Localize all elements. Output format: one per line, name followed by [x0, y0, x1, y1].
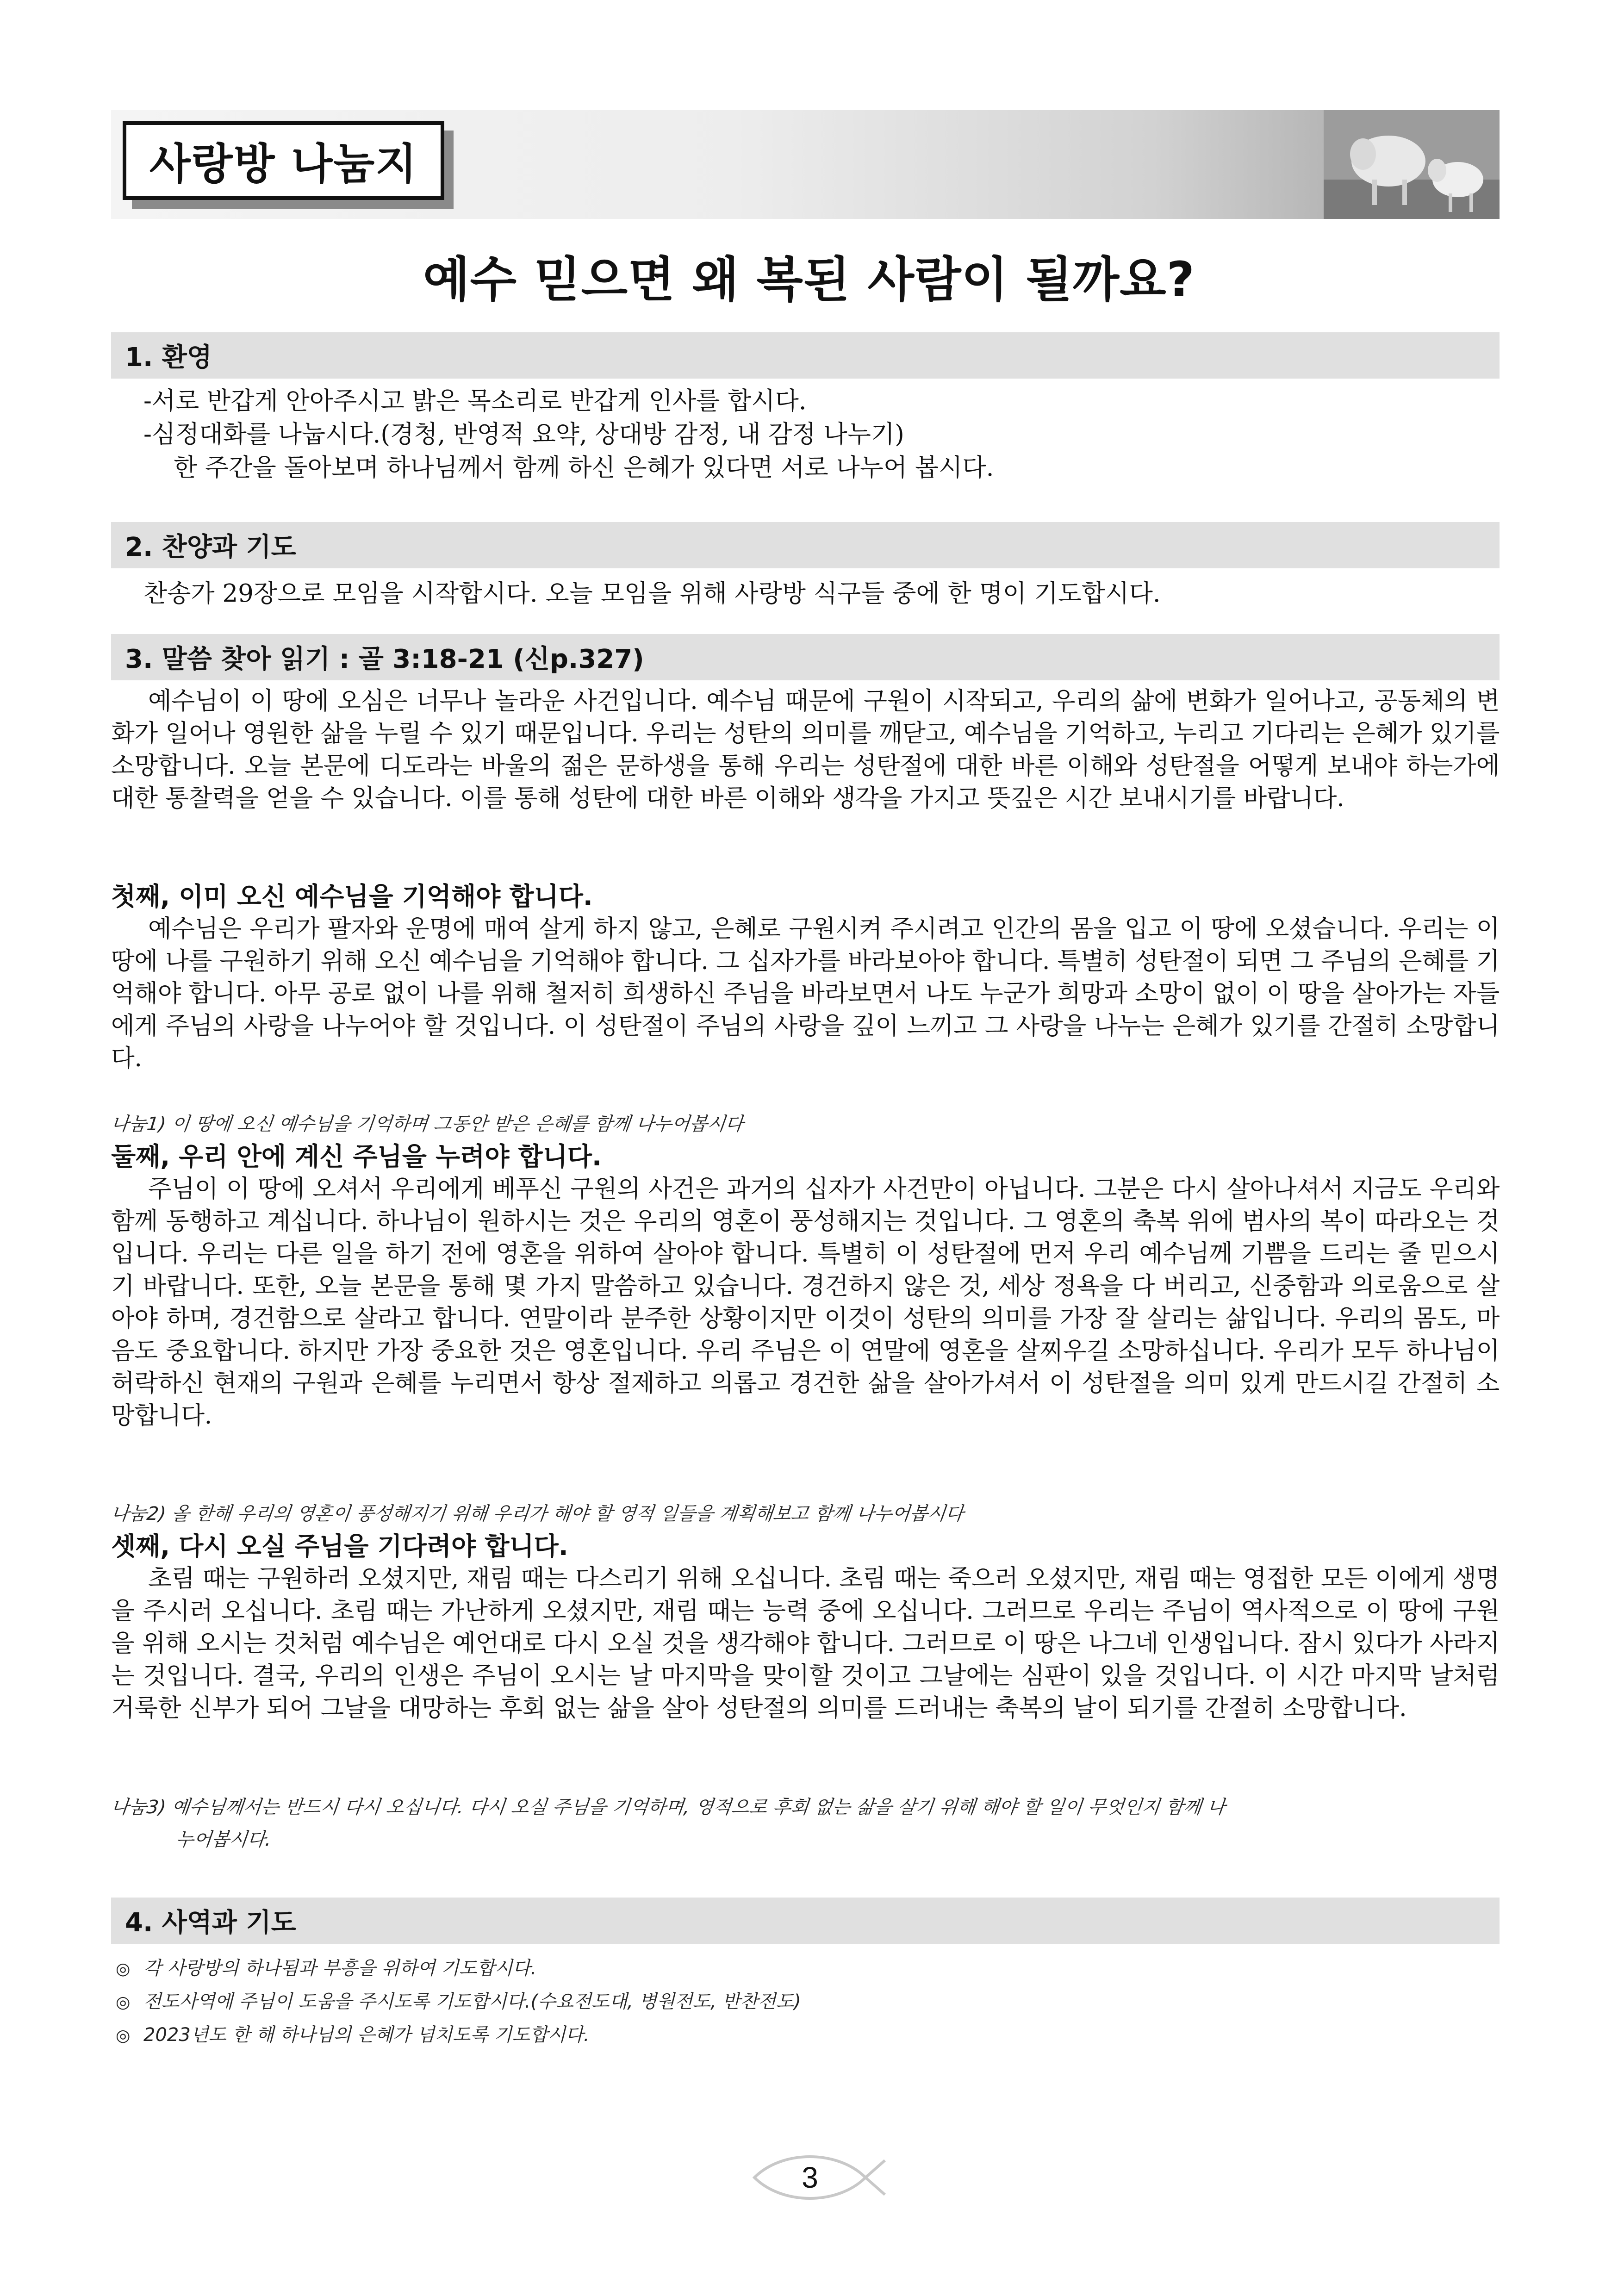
welcome-line-1: -서로 반갑게 안아주시고 밝은 목소리로 반갑게 인사를 합시다. — [143, 387, 807, 415]
ministry-item-2: ◎ 전도사역에 주님이 도움을 주시도록 기도합시다.(수요전도대, 병원전도, 반찬전도) — [116, 1985, 801, 2019]
section-ministry-title: 4. 사역과 기도 — [111, 1898, 1500, 1944]
page-title: 예수 믿으면 왜 복된 사람이 될까요? — [423, 251, 1195, 308]
praise-text: 찬송가 29장으로 모임을 시작합시다. 오늘 모임을 위해 사랑방 식구들 중에 한 명이 기도합시다. — [143, 579, 1161, 608]
circle-bullet-icon: ◎ — [116, 1993, 131, 2012]
welcome-line-3: 한 주간을 돌아보며 하나님께서 함께 하신 은혜가 있다면 서로 나누어 봅시다. — [174, 454, 994, 482]
section-word-title: 3. 말씀 찾아 읽기 : 골 3:18-21 (신p.327) — [111, 634, 1500, 680]
point-3-heading: 셋째, 다시 오실 주님을 기다려야 합니다. — [111, 1531, 568, 1561]
ministry-item-3: ◎ 2023년도 한 해 하나님의 은혜가 넘치도록 기도합시다. — [116, 2019, 590, 2052]
section-praise-title: 2. 찬양과 기도 — [111, 522, 1500, 568]
header-label: 사랑방 나눔지 — [123, 121, 444, 200]
sheep-icon — [1324, 110, 1500, 219]
welcome-line-2: -심정대화를 나눕시다.(경청, 반영적 요약, 상대방 감정, 내 감정 나누기) — [143, 420, 904, 448]
word-intro: 예수님이 이 땅에 오심은 너무나 놀라운 사건입니다. 예수님 때문에 구원이 시작되고, 우리의 삶에 변화가 일어나고, 공동체의 변화가 일어나 영원한 삶을 누릴 수 있기 때문입니다. 우리는 성탄의 의미를 깨닫고, 예수님을 기억하고, 누리고 기다리는 은혜가 있기를 소망합니다. 오늘 본문에 디도라는 바울의 젊은 문하생을 통해 우리는 성탄절에 대한 바른 이해와 성탄절을 어떻게 보내야 하는가에 대한 통찰력을 얻을 수 있습니다. 이를 통해 성탄에 대한 바른 이해와 생각을 가지고 뜻깊은 시간 보내시기를 바랍니다. — [111, 687, 1500, 812]
circle-bullet-icon: ◎ — [116, 2026, 131, 2045]
point-1-body: 예수님은 우리가 팔자와 운명에 매여 살게 하지 않고, 은혜로 구원시켜 주시려고 인간의 몸을 입고 이 땅에 오셨습니다. 우리는 이 땅에 나를 구원하기 위해 오신 예수님을 기억해야 합니다. 그 십자가를 바라보아야 합니다. 특별히 성탄절이 되면 그 주님의 은혜를 기억해야 합니다. 아무 공로 없이 나를 위해 철저히 희생하신 주님을 바라보면서 나도 누군가 희망과 소망이 없이 이 땅을 살아가는 자들에게 주님의 사랑을 나누어야 할 것입니다. 이 성탄절이 주님의 사랑을 깊이 느끼고 그 사랑을 나누는 은혜가 있기를 간절히 소망합니다. — [111, 915, 1500, 1072]
point-2-heading: 둘째, 우리 안에 계신 주님을 누려야 합니다. — [111, 1142, 602, 1171]
page-number: 3 — [802, 2161, 818, 2194]
share-2: 나눔2) 올 한해 우리의 영혼이 풍성해지기 위해 우리가 해야 할 영적 일들을 계획해보고 함께 나누어봅시다 — [110, 1503, 965, 1524]
ministry-item-1: ◎ 각 사랑방의 하나됨과 부흥을 위하여 기도합시다. — [116, 1952, 536, 1985]
point-1-heading: 첫째, 이미 오신 예수님을 기억해야 합니다. — [111, 882, 593, 911]
share-1: 나눔1) 이 땅에 오신 예수님을 기억하며 그동안 받은 은혜를 함께 나누어봅시다 — [110, 1114, 745, 1135]
point-3-body: 초림 때는 구원하러 오셨지만, 재림 때는 다스리기 위해 오십니다. 초림 때는 죽으러 오셨지만, 재림 때는 영접한 모든 이에게 생명을 주시러 오십니다. 초림 때는 가난하게 오셨지만, 재림 때는 능력 중에 오십니다. 그러므로 우리는 주님이 역사적으로 이 땅에 구원을 위해 오시는 것처럼 예수님은 예언대로 다시 오실 것을 생각해야 합니다. 그러므로 이 땅은 나그네 인생입니다. 잠시 있다가 사라지는 것입니다. 결국, 우리의 인생은 주님이 오시는 날 마지막을 맞이할 것이고 그날에는 심판이 있을 것입니다. 이 시간 마지막 날처럼 거룩한 신부가 되어 그날을 대망하는 후회 없는 삶을 살아 성탄절의 의미를 드러내는 축복의 날이 되기를 간절히 소망합니다. — [111, 1564, 1500, 1722]
circle-bullet-icon: ◎ — [116, 1960, 131, 1979]
section-welcome-title: 1. 환영 — [111, 332, 1500, 379]
point-2-body: 주님이 이 땅에 오셔서 우리에게 베푸신 구원의 사건은 과거의 십자가 사건만이 아닙니다. 그분은 다시 살아나셔서 지금도 우리와 함께 동행하고 계십니다. 하나님이 원하시는 것은 우리의 영혼이 풍성해지는 것입니다. 그 영혼의 축복 위에 범사의 복이 따라오는 것입니다. 우리는 다른 일을 하기 전에 영혼을 위하여 살아야 합니다. 특별히 이 성탄절에 먼저 우리 예수님께 기쁨을 드리는 줄 믿으시기 바랍니다. 또한, 오늘 본문을 통해 몇 가지 말씀하고 있습니다. 경건하지 않은 것, 세상 정욕을 다 버리고, 신중함과 의로움으로 살아야 하며, 경건함으로 살라고 합니다. 연말이라 분주한 상황이지만 이것이 성탄의 의미를 가장 잘 살리는 삶입니다. 우리의 몸도, 마음도 중요합니다. 하지만 가장 중요한 것은 영혼입니다. 우리 주님은 이 연말에 영혼을 살찌우길 소망하십니다. 우리가 모두 하나님이 허락하신 현재의 구원과 은혜를 누리면서 항상 절제하고 의롭고 경건한 삶을 살아가셔서 이 성탄절을 의미 있게 만드시길 간절히 소망합니다. — [111, 1175, 1500, 1430]
share-3-line-1: 나눔3) 예수님께서는 반드시 다시 오십니다. 다시 오실 주님을 기억하며, 영적으로 후회 없는 삶을 살기 위해 해야 할 일이 무엇인지 함께 나 — [110, 1797, 1226, 1818]
share-3-line-2: 누어봅시다. — [174, 1829, 273, 1850]
